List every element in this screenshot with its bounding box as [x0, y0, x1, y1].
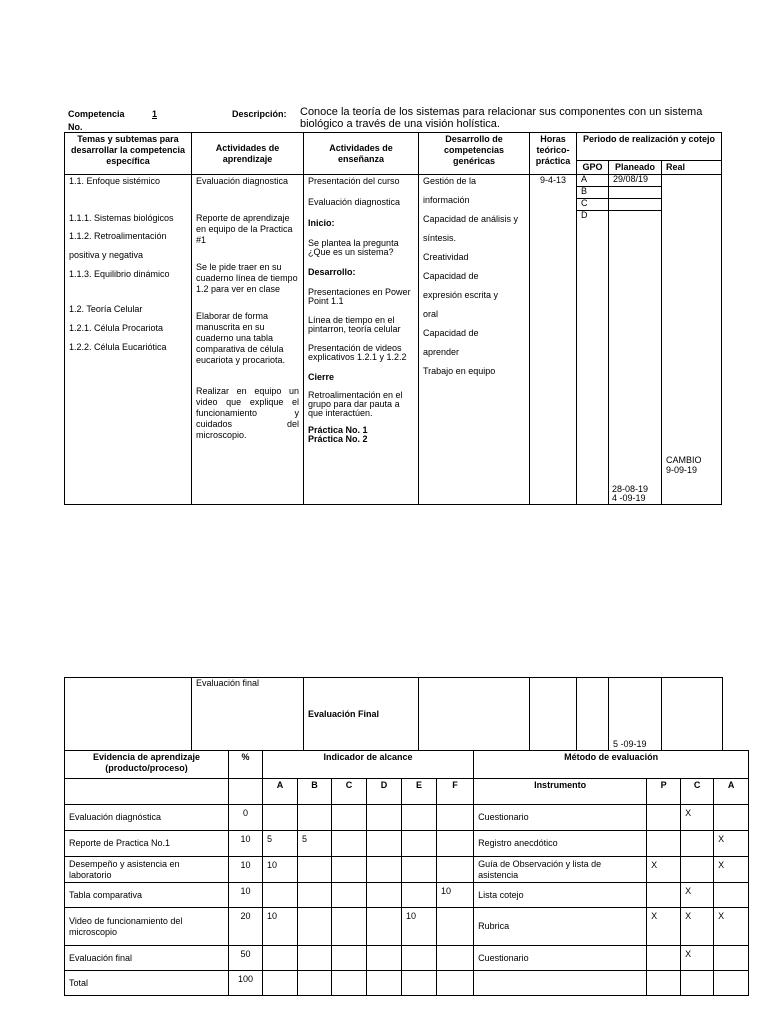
- table-row: [65, 908, 749, 946]
- header-ind-d: D: [367, 779, 402, 805]
- ensenanza-6: Presentación de videos explicativos 1.2.1 y 1.2.2: [308, 343, 407, 362]
- pca-cell: [647, 946, 681, 971]
- header-c: C: [681, 779, 714, 805]
- tema-1-2-1: 1.2.1. Célula Procariota: [69, 323, 164, 333]
- header-actividades-aprendizaje: Actividades de aprendizaje: [192, 133, 304, 175]
- header-ind-f: F: [437, 779, 474, 805]
- planeado-a: 29/08/19: [609, 175, 662, 187]
- indicator-cell: [402, 883, 437, 908]
- pca-cell: X: [714, 831, 749, 857]
- aprendizaje-cell: [192, 175, 304, 505]
- gpo-b: B: [577, 187, 609, 199]
- descripcion-line-1: Conoce la teoría de los sistemas para relacionar sus componentes con un sistema: [300, 106, 703, 118]
- gpo-d: D: [577, 211, 609, 505]
- gpo-c: C: [577, 199, 609, 211]
- evidence-cell: Reporte de Practica No.1: [65, 831, 229, 857]
- planning-table: [64, 132, 722, 505]
- evidence-table: [64, 750, 749, 996]
- evalrow-col1: Evaluación final: [192, 678, 304, 751]
- ensenanza-2: Evaluación diagnostica: [308, 197, 401, 207]
- pca-cell: [647, 831, 681, 857]
- ensenanza-4: Presentaciones en Power Point 1.1: [308, 287, 411, 306]
- indicator-cell: [402, 857, 437, 883]
- header-gpo: GPO: [577, 161, 609, 175]
- pca-cell: X: [681, 908, 714, 946]
- indicator-cell: [332, 946, 367, 971]
- percent-cell: 10: [229, 857, 263, 883]
- generica-11: Trabajo en equipo: [423, 366, 496, 376]
- tema-1-1-2-cont: positiva y negativa: [69, 250, 144, 260]
- generica-5: Creatividad: [423, 252, 469, 262]
- generica-8: oral: [423, 309, 439, 319]
- real-cambio: CAMBIO: [666, 455, 702, 465]
- indicator-cell: 10: [263, 857, 298, 883]
- instrument-cell: Cuestionario: [474, 946, 647, 971]
- table-row: [65, 883, 749, 908]
- practica-2: Práctica No. 2: [308, 434, 368, 444]
- planeado-date-1: 28-08-19: [612, 484, 649, 494]
- percent-cell: 10: [229, 883, 263, 908]
- evidence-cell: Evaluación diagnóstica: [65, 805, 229, 831]
- pca-cell: [681, 857, 714, 883]
- percent-cell: 10: [229, 831, 263, 857]
- indicator-cell: 5: [263, 831, 298, 857]
- evalrow-empty-2: [419, 678, 530, 751]
- indicator-cell: [332, 831, 367, 857]
- indicator-cell: [263, 883, 298, 908]
- indicator-cell: [402, 971, 437, 996]
- evalrow-date: 5 -09-19: [609, 678, 662, 751]
- indicator-cell: [332, 805, 367, 831]
- header-ind-b: B: [298, 779, 332, 805]
- planeado-b: [609, 187, 662, 199]
- pca-cell: [714, 971, 749, 996]
- indicator-cell: [298, 946, 332, 971]
- indicator-cell: [367, 831, 402, 857]
- indicator-cell: [367, 908, 402, 946]
- header-real: Real: [662, 161, 722, 175]
- practica-1: Práctica No. 1: [308, 425, 368, 435]
- table-row: [65, 857, 749, 883]
- header-periodo: Periodo de realización y cotejo: [577, 133, 722, 161]
- real-date: 9-09-19: [666, 465, 698, 475]
- horas-value: 9-4-13: [530, 175, 577, 505]
- ensenanza-3: Se plantea la pregunta ¿Que es un sistema?: [308, 238, 399, 257]
- pca-cell: [681, 831, 714, 857]
- header-ind-e: E: [402, 779, 437, 805]
- descripcion-label: Descripción:: [232, 109, 287, 119]
- ensenanza-cell: [304, 175, 419, 505]
- indicator-cell: [402, 805, 437, 831]
- header-a: A: [714, 779, 749, 805]
- indicator-cell: [332, 857, 367, 883]
- evalrow-empty-5: [662, 678, 723, 751]
- pca-cell: [714, 946, 749, 971]
- ensenanza-7: Retroalimentación en el grupo para dar pauta a que interactúen.: [308, 390, 403, 418]
- indicator-cell: [437, 946, 474, 971]
- evalrow-col2: Evaluación Final: [304, 678, 419, 751]
- aprendizaje-1: Evaluación diagnostica: [196, 176, 289, 186]
- generica-1: Gestión de la: [423, 176, 477, 186]
- indicator-cell: [367, 857, 402, 883]
- header-instrumento: Instrumento: [474, 779, 647, 805]
- instrument-cell: Guía de Observación y lista de asistencia: [474, 857, 647, 883]
- indicator-cell: [437, 831, 474, 857]
- pca-cell: X: [681, 946, 714, 971]
- indicator-cell: 5: [298, 831, 332, 857]
- competencia-label: Competencia: [68, 109, 125, 119]
- evidence-rows: [65, 805, 749, 996]
- ensenanza-cierre: Cierre: [308, 372, 335, 382]
- indicator-cell: [402, 946, 437, 971]
- generica-3: Capacidad de análisis y: [423, 214, 519, 224]
- tema-1-1-3: 1.1.3. Equilibrio dinámico: [69, 269, 170, 279]
- indicator-cell: [332, 883, 367, 908]
- indicator-cell: [263, 971, 298, 996]
- indicator-cell: [298, 883, 332, 908]
- indicator-cell: [263, 946, 298, 971]
- evidence-cell: Evaluación final: [65, 946, 229, 971]
- pca-cell: [647, 883, 681, 908]
- evidence-cell: Video de funcionamiento del microscopio: [65, 908, 229, 946]
- indicator-cell: [298, 805, 332, 831]
- planeado-d: [609, 211, 662, 505]
- descripcion-text: [300, 106, 702, 130]
- header-ind-c: C: [332, 779, 367, 805]
- tema-1-2-2: 1.2.2. Célula Eucariótica: [69, 342, 167, 352]
- indicator-cell: [437, 908, 474, 946]
- header-planeado: Planeado: [609, 161, 662, 175]
- header-pct: %: [229, 751, 263, 779]
- real-cell: [662, 175, 722, 505]
- evalrow-empty-1: [65, 678, 192, 751]
- evalrow-empty-3: [530, 678, 577, 751]
- pca-cell: X: [647, 857, 681, 883]
- instrument-cell: Lista cotejo: [474, 883, 647, 908]
- pca-cell: X: [647, 908, 681, 946]
- table-row: [65, 831, 749, 857]
- ensenanza-5: Línea de tiempo en el pintarron, teoría celular: [308, 315, 401, 334]
- generica-7: expresión escrita y: [423, 290, 499, 300]
- indicator-cell: [437, 857, 474, 883]
- aprendizaje-4: Elaborar de forma manuscrita en su cuaderno una tabla comparativa de célula eucariota y procariota.: [196, 311, 286, 365]
- indicator-cell: [263, 805, 298, 831]
- indicator-cell: [437, 971, 474, 996]
- evidence-cell: Total: [65, 971, 229, 996]
- header-desarrollo-competencias: Desarrollo de competencias genéricas: [419, 133, 530, 175]
- header-horas: Horas teórico-práctica: [530, 133, 577, 175]
- indicator-cell: 10: [263, 908, 298, 946]
- tema-1-1: 1.1. Enfoque sistémico: [69, 176, 161, 186]
- percent-cell: 50: [229, 946, 263, 971]
- indicator-cell: [367, 805, 402, 831]
- indicator-cell: [298, 908, 332, 946]
- pca-cell: [647, 971, 681, 996]
- indicator-cell: 10: [437, 883, 474, 908]
- table-row: [65, 946, 749, 971]
- ensenanza-1: Presentación del curso: [308, 176, 400, 186]
- generica-4: síntesis.: [423, 233, 457, 243]
- indicator-cell: [298, 971, 332, 996]
- header-metodo: Método de evaluación: [474, 751, 749, 779]
- gpo-a: A: [577, 175, 609, 187]
- evidence-cell: Desempeño y asistencia en laboratorio: [65, 857, 229, 883]
- tema-1-1-2: 1.1.2. Retroalimentación: [69, 231, 167, 241]
- percent-cell: 0: [229, 805, 263, 831]
- pca-cell: X: [714, 857, 749, 883]
- pca-cell: X: [681, 883, 714, 908]
- table-row: [65, 805, 749, 831]
- aprendizaje-5: Realizar en equipo un video que explique el funcionamiento y cuidados del microscopio.: [196, 386, 299, 440]
- indicator-cell: [298, 857, 332, 883]
- instrument-cell: Cuestionario: [474, 805, 647, 831]
- instrument-cell: Rubrica: [474, 908, 647, 946]
- temas-cell: [65, 175, 192, 505]
- aprendizaje-3: Se le pide traer en su cuaderno línea de tiempo 1.2 para ver en clase: [196, 262, 298, 294]
- percent-cell: 100: [229, 971, 263, 996]
- generica-2: información: [423, 195, 470, 205]
- header-ind-a: A: [263, 779, 298, 805]
- planeado-date-2: 4 -09-19: [612, 493, 646, 503]
- header-indicador: Indicador de alcance: [263, 751, 474, 779]
- pca-cell: X: [681, 805, 714, 831]
- indicator-cell: [367, 946, 402, 971]
- subheader-empty-2: [229, 779, 263, 805]
- indicator-cell: [437, 805, 474, 831]
- generica-10: aprender: [423, 347, 460, 357]
- instrument-cell: Registro anecdótico: [474, 831, 647, 857]
- pca-cell: X: [714, 908, 749, 946]
- header-evidencia: Evidencia de aprendizaje (producto/proceso): [65, 751, 229, 779]
- evidence-cell: Tabla comparativa: [65, 883, 229, 908]
- tema-1-1-1: 1.1.1. Sistemas biológicos: [69, 213, 174, 223]
- planeado-c: [609, 199, 662, 211]
- indicator-cell: [332, 908, 367, 946]
- tema-1-2: 1.2. Teoría Celular: [69, 304, 143, 314]
- generica-6: Capacidad de: [423, 271, 479, 281]
- pca-cell: [714, 883, 749, 908]
- ensenanza-desarrollo: Desarrollo:: [308, 267, 356, 277]
- header-actividades-ensenanza: Actividades de enseñanza: [304, 133, 419, 175]
- competencia-number: 1: [152, 109, 158, 119]
- pca-cell: [681, 971, 714, 996]
- evalrow-empty-4: [577, 678, 609, 751]
- pca-cell: [714, 805, 749, 831]
- header-p: P: [647, 779, 681, 805]
- header-temas: Temas y subtemas para desarrollar la competencia específica: [65, 133, 192, 175]
- percent-cell: 20: [229, 908, 263, 946]
- aprendizaje-2: Reporte de aprendizaje en equipo de la Practica #1: [196, 213, 293, 245]
- indicator-cell: [367, 971, 402, 996]
- table-row: [65, 971, 749, 996]
- indicator-cell: [367, 883, 402, 908]
- pca-cell: [647, 805, 681, 831]
- generica-9: Capacidad de: [423, 328, 479, 338]
- indicator-cell: [332, 971, 367, 996]
- indicator-cell: 10: [402, 908, 437, 946]
- instrument-cell: [474, 971, 647, 996]
- genericas-cell: [419, 175, 530, 505]
- subheader-empty-1: [65, 779, 229, 805]
- no-label: No.: [68, 122, 83, 132]
- indicator-cell: [402, 831, 437, 857]
- evaluacion-final-row: [64, 677, 723, 751]
- descripcion-line-2: biológico a través de una visión holística.: [300, 118, 500, 130]
- ensenanza-inicio: Inicio:: [308, 218, 335, 228]
